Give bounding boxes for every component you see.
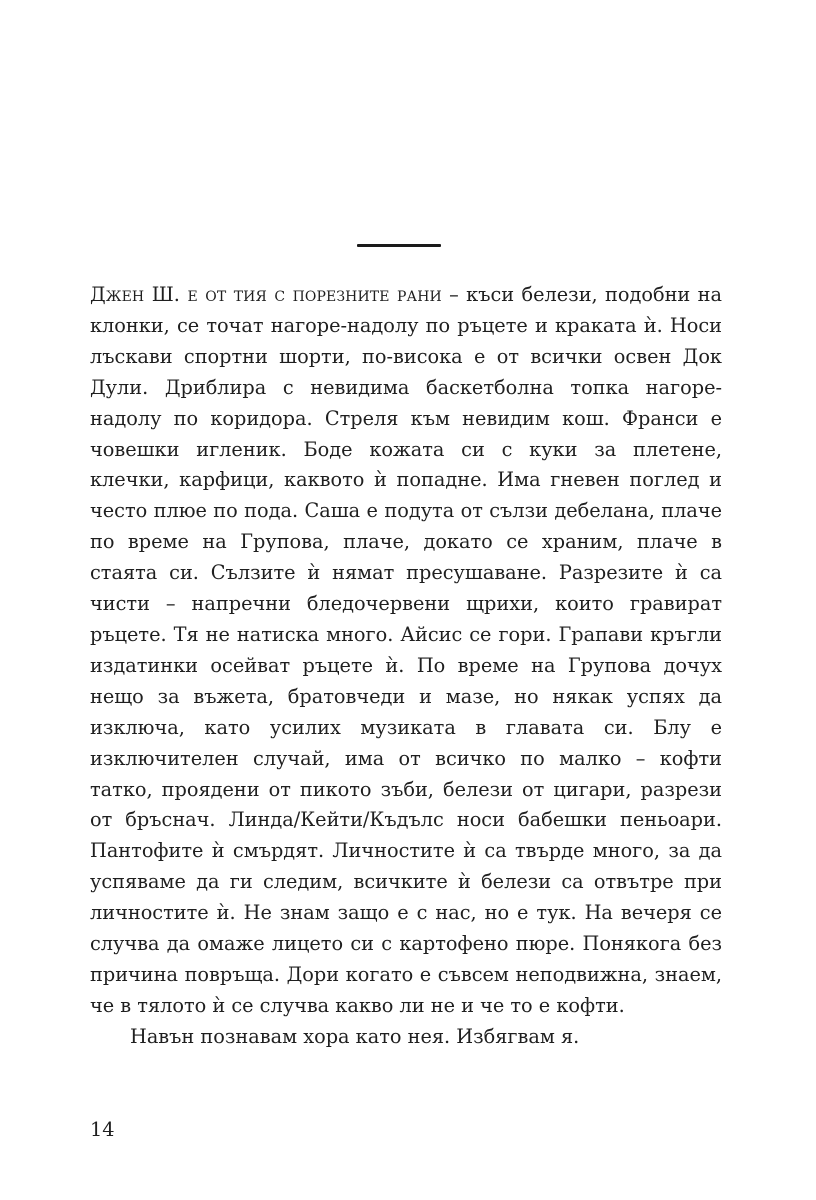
section-divider [357,244,441,247]
paragraph-lead-in: Джен Ш. е от тия с порезните рани [90,283,442,306]
paragraph-2: Навън познавам хора като нея. Избягвам я. [130,1024,580,1048]
paragraph-1 [90,280,722,1022]
body-text [90,280,722,1053]
page-number: 14 [90,1118,115,1141]
paragraph-1-text: – къси белези, подобни на клонки, се точат нагоре-надолу по ръцете и краката ѝ. Носи лъскави спортни шорти, по-висока е от всички освен Док Дули. Дриблира с невидима баскетболна топка нагоре-надолу по коридора. Стреля към невидим кош. Франси е човешки игленик. Боде кожата си с куки за плетене, клечки, карфици, каквото ѝ попадне. Има гневен поглед и често плюе по пода. Саша е подута от сълзи дебелана, плаче по време на Групова, плаче, докато се храним, плаче в стаята си. Сълзите ѝ нямат пресушаване. Разрезите ѝ са чисти – напречни бледочервени щрихи, които гравират ръцете. Тя не натиска много. Айсис се гори. Грапави кръгли издатинки осейват ръцете ѝ. По време на Групова дочух нещо за въжета, братовчеди и мазе, но някак успях да изключа, като усилих музиката в главата си. Блу е изключителен случай, има от всичко по малко – кофти татко, проядени от пикото зъби, белези от цигари, разрези от бръснач. Линда/Кейти/Къдълс носи бабешки пеньоари. Пантофите ѝ смърдят. Личностите ѝ са твърде много, за да успяваме да ги следим, всичките ѝ белези са отвътре при личностите ѝ. Не знам защо е с нас, но е тук. На вечеря се случва да омаже лицето си с картофено пюре. Понякога без причина повръща. Дори когато е съвсем неподвижна, знаем, че в тялото ѝ се случва какво ли не и че то е кофти. [90,283,722,1017]
